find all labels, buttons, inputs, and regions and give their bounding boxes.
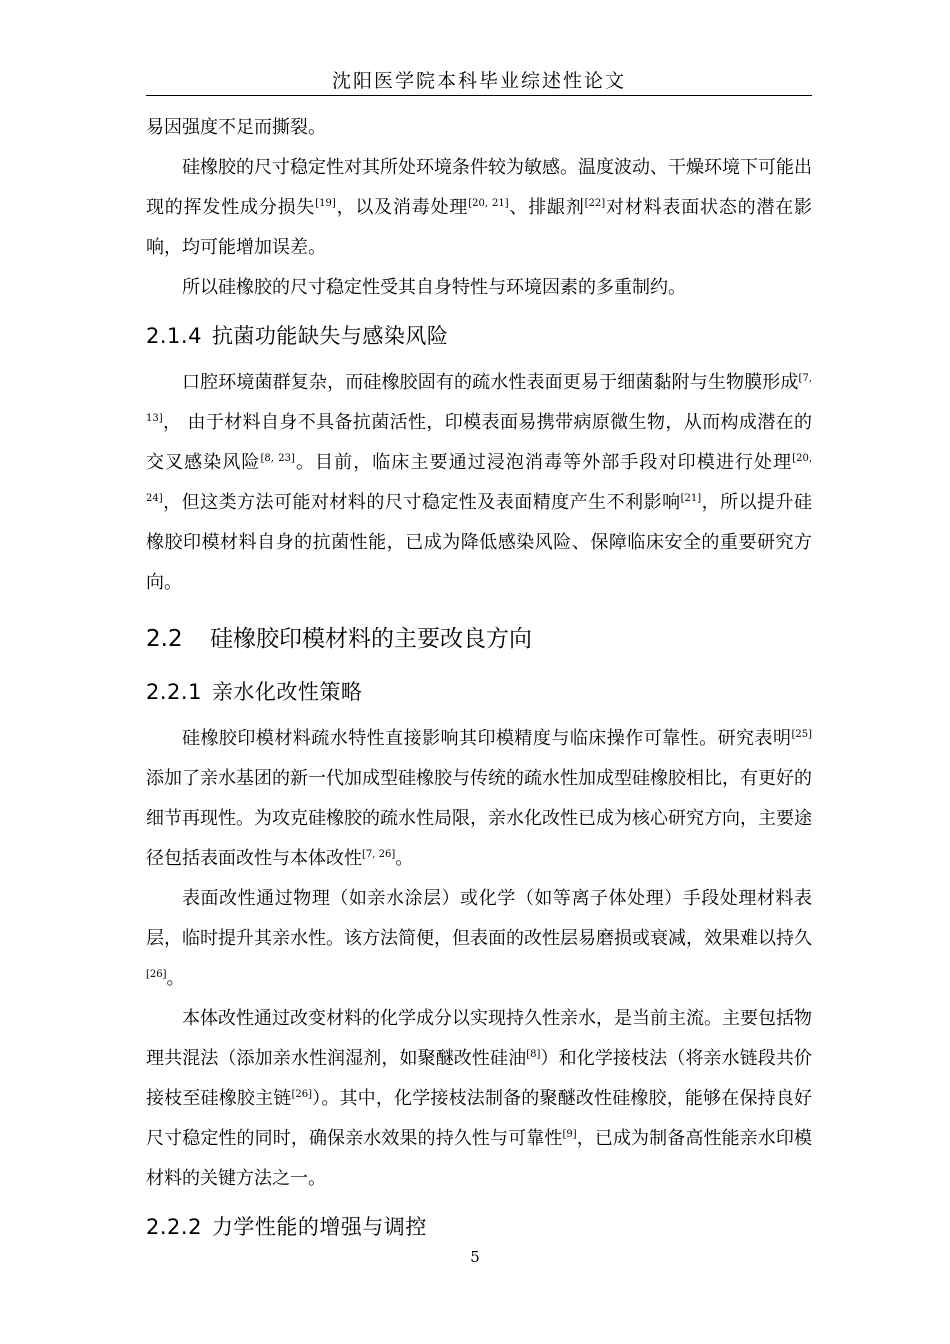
paragraph-text: ，所以提升硅橡胶印模材料自身的抗菌性能，已成为降低感染风险、保障临床安全的重要研究方向。 (146, 492, 813, 593)
subsection-title: 力学性能的增强与调控 (211, 1215, 427, 1239)
paragraph-text: 添加了亲水基团的新一代加成型硅橡胶与传统的疏水性加成型硅橡胶相比，有更好的细节再现性。为攻克硅橡胶的疏水性局限，亲水化改性已成为核心研究方向，主要途径包括表面改性与本体改性 (146, 768, 812, 869)
citation: [19] (315, 198, 336, 209)
paragraph-text: 表面改性通过物理（如亲水涂层）或化学（如等离子体处理）手段处理材料表层，临时提升其亲水性。该方法简便，但表面的改性层易磨损或衰减，效果难以持久 (146, 888, 812, 949)
running-header: 沈阳医学院本科毕业综述性论文 (331, 70, 626, 92)
citation: [26] (291, 1089, 312, 1100)
citation: [21] (680, 493, 702, 504)
subsection-number: 2.2.2 (146, 1215, 202, 1239)
section-number: 2.2 (146, 626, 183, 652)
paragraph-text: 。 (395, 848, 414, 869)
paragraph-text: ）和化学接枝法（将亲水链段共价接枝至硅橡胶主链 (146, 1048, 812, 1109)
citation: [25] (791, 729, 812, 740)
paragraph-text: ）。其中，化学接枝法制备的聚醚改性硅橡胶，能够在保持良好尺寸稳定性的同时，确保亲水效果的持久性与可靠性 (146, 1088, 812, 1149)
subsection-number: 2.1.4 (146, 324, 202, 348)
paragraph-text: 、排龈剂 (508, 197, 585, 218)
subsection-heading (146, 1206, 812, 1248)
citation: [7, 26] (362, 849, 396, 860)
paragraph-text: 硅橡胶印模材料疏水特性直接影响其印模精度与临床操作可靠性。研究表明 (182, 728, 792, 749)
citation: [22] (584, 198, 606, 209)
citation: [20, 21] (468, 198, 509, 209)
citation: [9] (562, 1129, 577, 1140)
paragraph-text: 硅橡胶的尺寸稳定性对其所处环境条件较为敏感。温度波动、干燥环境下可能出现的挥发性成分损失 (146, 157, 812, 218)
paragraph (146, 268, 812, 308)
citation: [7, 13] (146, 373, 812, 424)
paragraph-text: ，以及消毒处理 (335, 197, 469, 218)
citation: [8, 23] (260, 453, 295, 464)
paragraph-text: ，已成为制备高性能亲水印模材料的关键方法之一。 (146, 1128, 813, 1189)
citation: [26] (146, 969, 167, 980)
paragraph (146, 148, 812, 268)
section-title: 硅橡胶印模材料的主要改良方向 (210, 626, 532, 652)
subsection-title: 抗菌功能缺失与感染风险 (211, 324, 449, 348)
paragraph-text: 口腔环境菌群复杂，而硅橡胶固有的疏水性表面更易于细菌黏附与生物膜形成 (182, 372, 799, 393)
header-rule (146, 95, 812, 96)
paragraph-text: ， 由于材料自身不具备抗菌活性，印模表面易携带病原微生物，从而构成潜在的交叉感染风险 (146, 412, 812, 473)
paragraph (146, 879, 812, 999)
page-number: 5 (470, 1248, 480, 1266)
paragraph-text: 。目前，临床主要通过浸泡消毒等外部手段对印模进行处理 (294, 452, 793, 473)
subsection-heading (146, 315, 812, 357)
paragraph-text: 。 (166, 968, 185, 989)
subsection-heading (146, 671, 812, 713)
paragraph (146, 999, 812, 1199)
paragraph-text: 本体改性通过改变材料的化学成分以实现持久性亲水，是当前主流。主要包括物理共混法（添加亲水性润湿剂，如聚醚改性硅油 (146, 1008, 812, 1069)
paragraph-text: 所以硅橡胶的尺寸稳定性受其自身特性与环境因素的多重制约。 (182, 277, 686, 298)
paragraph-text: 对材料表面状态的潜在影响，均可能增加误差。 (146, 197, 813, 258)
paragraph (146, 719, 812, 879)
paragraph-text: ，但这类方法可能对材料的尺寸稳定性及表面精度产生不利影响 (162, 492, 681, 513)
section-heading (146, 617, 812, 661)
paragraph-text: 易因强度不足而撕裂。 (146, 117, 326, 138)
paragraph (146, 363, 812, 603)
body-text (146, 108, 812, 1254)
citation: [8] (526, 1049, 541, 1060)
subsection-number: 2.2.1 (146, 680, 202, 704)
paragraph (146, 108, 812, 148)
subsection-title: 亲水化改性策略 (211, 680, 363, 704)
citation: [20, 24] (146, 453, 813, 504)
